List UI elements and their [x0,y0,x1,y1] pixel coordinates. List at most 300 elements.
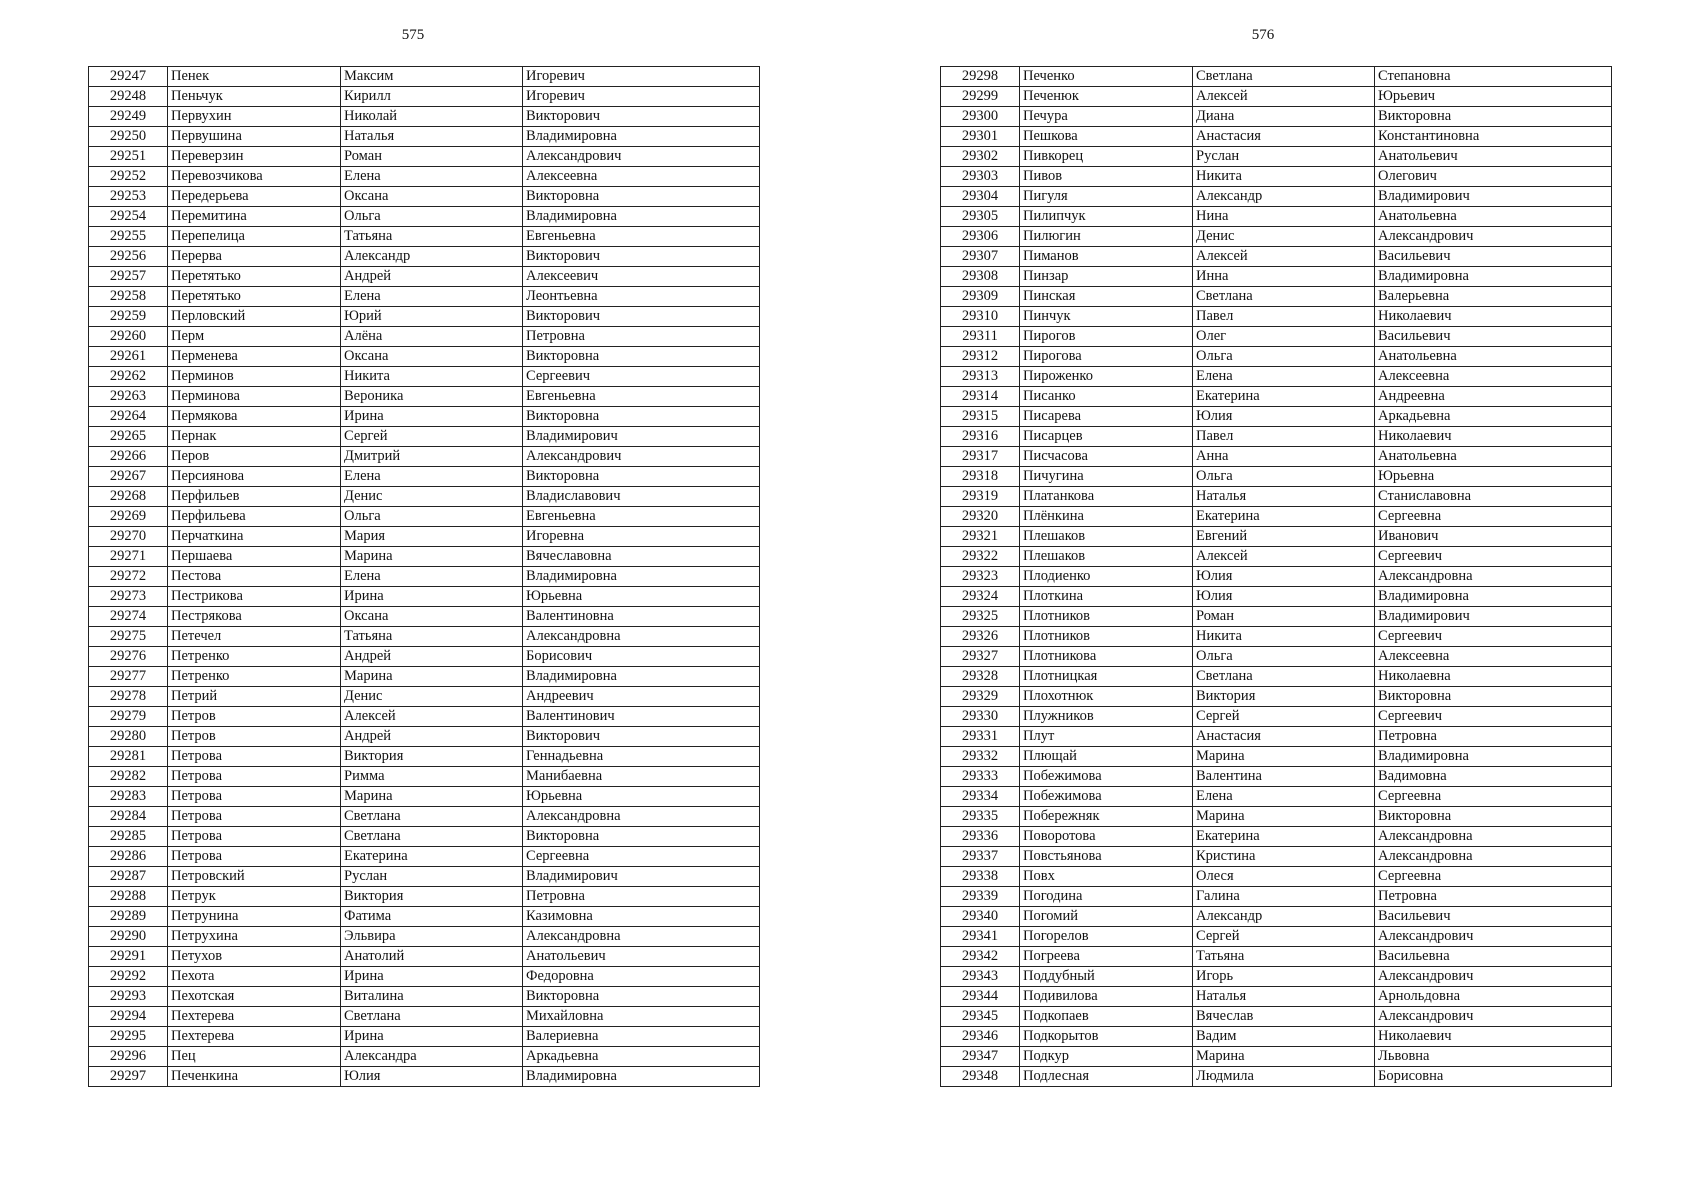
record-number-cell: 29325 [941,607,1020,627]
first-name-cell: Андрей [341,727,523,747]
record-number-cell: 29259 [89,307,168,327]
record-number-cell: 29338 [941,867,1020,887]
first-name-cell: Ирина [341,1027,523,1047]
table-row [89,367,760,387]
surname-cell: Перфильева [168,507,341,527]
first-name-cell: Елена [1193,367,1375,387]
table-row [941,767,1612,787]
table-row [89,867,760,887]
surname-cell: Петрова [168,747,341,767]
first-name-cell: Игорь [1193,967,1375,987]
patronymic-cell: Викторовна [1375,807,1612,827]
patronymic-cell: Алексеевич [523,267,760,287]
first-name-cell: Ирина [341,967,523,987]
record-number-cell: 29271 [89,547,168,567]
table-row [941,167,1612,187]
record-number-cell: 29290 [89,927,168,947]
surname-cell: Платанкова [1020,487,1193,507]
table-row [941,707,1612,727]
surname-cell: Плешаков [1020,527,1193,547]
record-number-cell: 29254 [89,207,168,227]
first-name-cell: Андрей [341,267,523,287]
table-row [89,327,760,347]
record-number-cell: 29294 [89,1007,168,1027]
table-row [89,267,760,287]
first-name-cell: Марина [1193,807,1375,827]
surname-cell: Писанко [1020,387,1193,407]
record-number-cell: 29324 [941,587,1020,607]
first-name-cell: Светлана [1193,67,1375,87]
table-row [941,747,1612,767]
patronymic-cell: Викторович [523,307,760,327]
surname-cell: Пестрикова [168,587,341,607]
surname-cell: Плохотнюк [1020,687,1193,707]
surname-cell: Пилюгин [1020,227,1193,247]
table-row [941,107,1612,127]
surname-cell: Петрова [168,827,341,847]
record-number-cell: 29291 [89,947,168,967]
surname-cell: Петечел [168,627,341,647]
record-number-cell: 29299 [941,87,1020,107]
first-name-cell: Вадим [1193,1027,1375,1047]
record-number-cell: 29275 [89,627,168,647]
surname-cell: Пивов [1020,167,1193,187]
table-row [89,127,760,147]
surname-cell: Петрова [168,767,341,787]
first-name-cell: Светлана [1193,667,1375,687]
table-row [941,647,1612,667]
table-row [89,827,760,847]
surname-cell: Первушина [168,127,341,147]
patronymic-cell: Викторовна [523,187,760,207]
record-number-cell: 29305 [941,207,1020,227]
record-number-cell: 29256 [89,247,168,267]
patronymic-cell: Викторовна [523,347,760,367]
first-name-cell: Марина [341,667,523,687]
table-row [89,847,760,867]
record-number-cell: 29314 [941,387,1020,407]
surname-cell: Пеньчук [168,87,341,107]
first-name-cell: Людмила [1193,1067,1375,1087]
surname-cell: Пигуля [1020,187,1193,207]
surname-cell: Пешкова [1020,127,1193,147]
record-number-cell: 29340 [941,907,1020,927]
record-number-cell: 29296 [89,1047,168,1067]
first-name-cell: Марина [1193,1047,1375,1067]
first-name-cell: Олеся [1193,867,1375,887]
first-name-cell: Нина [1193,207,1375,227]
table-row [941,347,1612,367]
first-name-cell: Павел [1193,427,1375,447]
surname-cell: Пермякова [168,407,341,427]
surname-cell: Перетятько [168,287,341,307]
surname-cell: Писарцев [1020,427,1193,447]
first-name-cell: Максим [341,67,523,87]
table-row [941,187,1612,207]
patronymic-cell: Сергеевич [1375,707,1612,727]
registry-table-left-body [89,67,760,1087]
surname-cell: Плотникова [1020,647,1193,667]
first-name-cell: Николай [341,107,523,127]
patronymic-cell: Васильевич [1375,327,1612,347]
record-number-cell: 29320 [941,507,1020,527]
surname-cell: Пиманов [1020,247,1193,267]
first-name-cell: Валентина [1193,767,1375,787]
record-number-cell: 29248 [89,87,168,107]
table-row [941,1067,1612,1087]
patronymic-cell: Александрович [1375,1007,1612,1027]
patronymic-cell: Андреевна [1375,387,1612,407]
table-row [89,87,760,107]
table-row [941,967,1612,987]
surname-cell: Пилипчук [1020,207,1193,227]
patronymic-cell: Николаевич [1375,427,1612,447]
first-name-cell: Андрей [341,647,523,667]
patronymic-cell: Вячеславовна [523,547,760,567]
table-row [941,207,1612,227]
table-row [941,1007,1612,1027]
record-number-cell: 29260 [89,327,168,347]
patronymic-cell: Владимировна [1375,267,1612,287]
surname-cell: Пивкорец [1020,147,1193,167]
first-name-cell: Роман [1193,607,1375,627]
table-row [89,707,760,727]
first-name-cell: Александр [1193,907,1375,927]
record-number-cell: 29292 [89,967,168,987]
table-row [941,947,1612,967]
record-number-cell: 29303 [941,167,1020,187]
surname-cell: Петренко [168,667,341,687]
patronymic-cell: Вадимовна [1375,767,1612,787]
record-number-cell: 29337 [941,847,1020,867]
first-name-cell: Юлия [1193,567,1375,587]
table-row [89,967,760,987]
surname-cell: Пехотская [168,987,341,1007]
surname-cell: Петрова [168,807,341,827]
surname-cell: Петрухина [168,927,341,947]
first-name-cell: Сергей [1193,707,1375,727]
patronymic-cell: Викторович [523,727,760,747]
record-number-cell: 29304 [941,187,1020,207]
patronymic-cell: Викторовна [523,827,760,847]
table-row [89,907,760,927]
first-name-cell: Сергей [341,427,523,447]
first-name-cell: Наталья [1193,987,1375,1007]
surname-cell: Плёнкина [1020,507,1193,527]
first-name-cell: Фатима [341,907,523,927]
record-number-cell: 29253 [89,187,168,207]
patronymic-cell: Викторовна [523,987,760,1007]
patronymic-cell: Анатольевна [1375,347,1612,367]
table-row [89,427,760,447]
surname-cell: Подкорытов [1020,1027,1193,1047]
first-name-cell: Сергей [1193,927,1375,947]
table-row [941,127,1612,147]
first-name-cell: Оксана [341,607,523,627]
surname-cell: Перемитина [168,207,341,227]
patronymic-cell: Сергеевна [1375,787,1612,807]
first-name-cell: Ольга [341,207,523,227]
surname-cell: Пестрякова [168,607,341,627]
table-row [89,347,760,367]
table-row [89,887,760,907]
table-row [941,387,1612,407]
table-row [89,467,760,487]
patronymic-cell: Алексеевна [1375,367,1612,387]
patronymic-cell: Викторович [523,247,760,267]
record-number-cell: 29332 [941,747,1020,767]
surname-cell: Перфильев [168,487,341,507]
surname-cell: Подивилова [1020,987,1193,1007]
page-number-left: 575 [401,27,425,43]
first-name-cell: Александр [341,247,523,267]
surname-cell: Петров [168,727,341,747]
patronymic-cell: Игоревич [523,67,760,87]
first-name-cell: Инна [1193,267,1375,287]
first-name-cell: Галина [1193,887,1375,907]
surname-cell: Перепелица [168,227,341,247]
surname-cell: Побежимова [1020,767,1193,787]
surname-cell: Погодина [1020,887,1193,907]
table-row [941,907,1612,927]
patronymic-cell: Владимировна [1375,587,1612,607]
patronymic-cell: Валентинович [523,707,760,727]
surname-cell: Плющай [1020,747,1193,767]
patronymic-cell: Олегович [1375,167,1612,187]
patronymic-cell: Сергеевич [523,367,760,387]
first-name-cell: Марина [341,547,523,567]
record-number-cell: 29289 [89,907,168,927]
first-name-cell: Денис [341,487,523,507]
first-name-cell: Ирина [341,407,523,427]
table-row [89,247,760,267]
first-name-cell: Алексей [1193,547,1375,567]
surname-cell: Повх [1020,867,1193,887]
table-row [941,807,1612,827]
first-name-cell: Ольга [341,507,523,527]
surname-cell: Пинчук [1020,307,1193,327]
record-number-cell: 29284 [89,807,168,827]
record-number-cell: 29345 [941,1007,1020,1027]
patronymic-cell: Сергеевич [1375,627,1612,647]
table-row [941,67,1612,87]
table-row [89,307,760,327]
surname-cell: Петров [168,707,341,727]
surname-cell: Перерва [168,247,341,267]
record-number-cell: 29346 [941,1027,1020,1047]
patronymic-cell: Александровна [1375,827,1612,847]
patronymic-cell: Александровна [523,807,760,827]
record-number-cell: 29344 [941,987,1020,1007]
first-name-cell: Екатерина [341,847,523,867]
first-name-cell: Юлия [341,1067,523,1087]
registry-table-right-body [941,67,1612,1087]
first-name-cell: Светлана [341,827,523,847]
first-name-cell: Евгений [1193,527,1375,547]
patronymic-cell: Васильевна [1375,947,1612,967]
first-name-cell: Марина [1193,747,1375,767]
record-number-cell: 29258 [89,287,168,307]
record-number-cell: 29348 [941,1067,1020,1087]
table-row [89,787,760,807]
patronymic-cell: Юрьевна [523,587,760,607]
record-number-cell: 29302 [941,147,1020,167]
patronymic-cell: Анатольевна [1375,447,1612,467]
patronymic-cell: Борисовна [1375,1067,1612,1087]
first-name-cell: Олег [1193,327,1375,347]
table-row [941,287,1612,307]
table-row [941,1047,1612,1067]
surname-cell: Пестова [168,567,341,587]
patronymic-cell: Александровна [523,627,760,647]
table-row [89,167,760,187]
record-number-cell: 29312 [941,347,1020,367]
table-row [941,507,1612,527]
record-number-cell: 29268 [89,487,168,507]
surname-cell: Пироженко [1020,367,1193,387]
table-row [89,447,760,467]
first-name-cell: Светлана [1193,287,1375,307]
first-name-cell: Никита [1193,167,1375,187]
record-number-cell: 29262 [89,367,168,387]
surname-cell: Пирогов [1020,327,1193,347]
table-row [941,527,1612,547]
patronymic-cell: Владимирович [523,867,760,887]
first-name-cell: Роман [341,147,523,167]
patronymic-cell: Андреевич [523,687,760,707]
record-number-cell: 29267 [89,467,168,487]
table-row [89,1007,760,1027]
table-row [89,187,760,207]
first-name-cell: Юрий [341,307,523,327]
first-name-cell: Елена [1193,787,1375,807]
surname-cell: Пенек [168,67,341,87]
surname-cell: Подкопаев [1020,1007,1193,1027]
record-number-cell: 29263 [89,387,168,407]
record-number-cell: 29309 [941,287,1020,307]
surname-cell: Пинская [1020,287,1193,307]
first-name-cell: Елена [341,467,523,487]
table-row [941,667,1612,687]
record-number-cell: 29327 [941,647,1020,667]
surname-cell: Пирогова [1020,347,1193,367]
record-number-cell: 29276 [89,647,168,667]
table-row [89,147,760,167]
table-row [89,767,760,787]
patronymic-cell: Владимировна [523,667,760,687]
patronymic-cell: Сергеевна [1375,507,1612,527]
record-number-cell: 29280 [89,727,168,747]
first-name-cell: Татьяна [341,627,523,647]
patronymic-cell: Владимирович [523,427,760,447]
surname-cell: Переверзин [168,147,341,167]
record-number-cell: 29282 [89,767,168,787]
table-row [89,607,760,627]
patronymic-cell: Аркадьевна [1375,407,1612,427]
record-number-cell: 29274 [89,607,168,627]
first-name-cell: Юлия [1193,407,1375,427]
surname-cell: Погомий [1020,907,1193,927]
surname-cell: Пец [168,1047,341,1067]
table-row [941,147,1612,167]
table-row [89,107,760,127]
first-name-cell: Виталина [341,987,523,1007]
table-row [89,627,760,647]
patronymic-cell: Васильевич [1375,247,1612,267]
record-number-cell: 29333 [941,767,1020,787]
surname-cell: Печенюк [1020,87,1193,107]
table-row [89,1067,760,1087]
patronymic-cell: Викторовна [1375,687,1612,707]
record-number-cell: 29347 [941,1047,1020,1067]
patronymic-cell: Сергеевна [1375,867,1612,887]
first-name-cell: Вячеслав [1193,1007,1375,1027]
table-row [89,687,760,707]
page-number-right: 576 [1251,27,1275,43]
surname-cell: Петровский [168,867,341,887]
table-row [89,227,760,247]
record-number-cell: 29310 [941,307,1020,327]
record-number-cell: 29316 [941,427,1020,447]
table-row [941,587,1612,607]
record-number-cell: 29318 [941,467,1020,487]
record-number-cell: 29293 [89,987,168,1007]
first-name-cell: Руслан [1193,147,1375,167]
table-row [89,747,760,767]
surname-cell: Плут [1020,727,1193,747]
table-row [941,267,1612,287]
first-name-cell: Вероника [341,387,523,407]
patronymic-cell: Львовна [1375,1047,1612,1067]
first-name-cell: Елена [341,567,523,587]
table-row [941,927,1612,947]
patronymic-cell: Александрович [1375,967,1612,987]
surname-cell: Петрий [168,687,341,707]
patronymic-cell: Юрьевич [1375,87,1612,107]
patronymic-cell: Александрович [1375,227,1612,247]
patronymic-cell: Степановна [1375,67,1612,87]
patronymic-cell: Казимовна [523,907,760,927]
table-row [941,407,1612,427]
surname-cell: Плужников [1020,707,1193,727]
table-row [89,207,760,227]
surname-cell: Перевозчикова [168,167,341,187]
first-name-cell: Анастасия [1193,127,1375,147]
table-row [941,887,1612,907]
table-row [941,627,1612,647]
patronymic-cell: Сергеевич [1375,547,1612,567]
record-number-cell: 29249 [89,107,168,127]
surname-cell: Печенкина [168,1067,341,1087]
record-number-cell: 29255 [89,227,168,247]
record-number-cell: 29323 [941,567,1020,587]
patronymic-cell: Петровна [523,887,760,907]
patronymic-cell: Петровна [1375,727,1612,747]
first-name-cell: Анна [1193,447,1375,467]
patronymic-cell: Юрьевна [523,787,760,807]
surname-cell: Перминова [168,387,341,407]
registry-table-left [88,66,760,1087]
table-row [89,947,760,967]
table-row [89,807,760,827]
record-number-cell: 29306 [941,227,1020,247]
record-number-cell: 29300 [941,107,1020,127]
first-name-cell: Татьяна [1193,947,1375,967]
table-row [89,1047,760,1067]
surname-cell: Перменева [168,347,341,367]
table-row [941,727,1612,747]
patronymic-cell: Владиславович [523,487,760,507]
